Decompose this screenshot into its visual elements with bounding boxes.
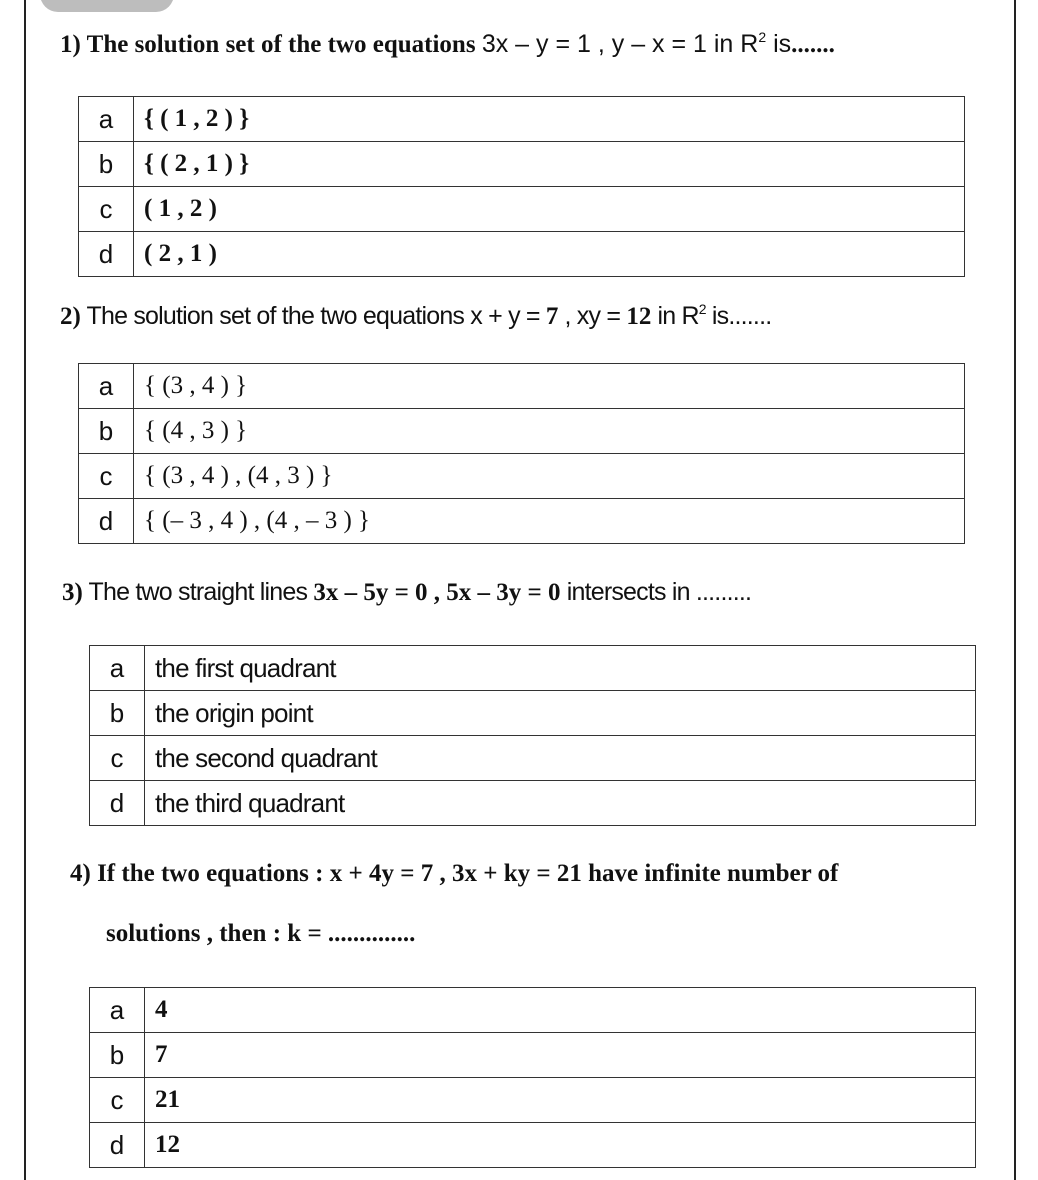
- option-row[interactable]: [79, 499, 965, 544]
- option-value: { (– 3 , 4 ) , (4 , – 3 ) }: [134, 499, 965, 544]
- superscript: 2: [758, 29, 767, 45]
- option-letter: c: [90, 1078, 145, 1123]
- question-number: 3): [62, 579, 83, 606]
- question-equations: 3x – 5y = 0 , 5x – 3y = 0: [313, 579, 561, 606]
- option-value: 12: [145, 1123, 976, 1168]
- question-number: 1): [60, 31, 81, 58]
- question-text-end: is: [705, 302, 729, 330]
- option-row[interactable]: [90, 736, 976, 781]
- option-letter: d: [90, 781, 145, 826]
- option-row[interactable]: [90, 691, 976, 736]
- question-4: [70, 860, 838, 888]
- option-value: the second quadrant: [145, 736, 976, 781]
- question-text: The solution set of the two equations x + y =: [86, 302, 540, 330]
- answer-blank: .......: [728, 302, 772, 330]
- option-value: ( 2 , 1 ): [134, 232, 965, 277]
- option-row[interactable]: [79, 409, 965, 454]
- value-12: 12: [626, 303, 652, 330]
- question-1: [60, 30, 835, 59]
- page-border-left: [24, 0, 26, 1180]
- page-border-right: [1014, 0, 1016, 1180]
- question-text-r: in R: [651, 302, 699, 330]
- header-tab-decoration: [40, 0, 174, 12]
- answer-blank: .........: [695, 578, 752, 606]
- options-table-4: [89, 987, 976, 1168]
- question-text-end: is: [766, 30, 792, 58]
- question-text: The solution set of the two equations: [86, 31, 476, 58]
- option-value: { (3 , 4 ) , (4 , 3 ) }: [134, 454, 965, 499]
- option-letter: a: [79, 97, 134, 142]
- option-value: { (3 , 4 ) }: [134, 364, 965, 409]
- option-row[interactable]: [90, 1033, 976, 1078]
- question-4-line2: [106, 920, 415, 948]
- option-letter: d: [79, 232, 134, 277]
- question-text-end: intersects in: [560, 578, 690, 606]
- option-row[interactable]: [90, 1078, 976, 1123]
- option-letter: c: [79, 454, 134, 499]
- value-7: 7: [545, 303, 559, 330]
- option-value: 4: [145, 988, 976, 1033]
- option-value: { ( 1 , 2 ) }: [134, 97, 965, 142]
- option-letter: c: [79, 187, 134, 232]
- question-3: [62, 578, 751, 607]
- option-value: { (4 , 3 ) }: [134, 409, 965, 454]
- question-text-line1: If the two equations : x + 4y = 7 , 3x + ky = 21 have infinite number of: [97, 860, 839, 887]
- option-row[interactable]: [90, 646, 976, 691]
- answer-blank: .......: [791, 31, 835, 58]
- option-letter: a: [79, 364, 134, 409]
- option-letter: b: [79, 142, 134, 187]
- question-text-mid: , xy =: [558, 302, 621, 330]
- question-number: 2): [60, 303, 81, 330]
- option-value: { ( 2 , 1 ) }: [134, 142, 965, 187]
- question-text: The two straight lines: [88, 578, 308, 606]
- option-letter: c: [90, 736, 145, 781]
- option-row[interactable]: [79, 97, 965, 142]
- option-value: the first quadrant: [145, 646, 976, 691]
- option-letter: d: [90, 1123, 145, 1168]
- options-table-2: [78, 363, 965, 544]
- option-row[interactable]: [79, 232, 965, 277]
- option-row[interactable]: [79, 454, 965, 499]
- option-row[interactable]: [90, 1123, 976, 1168]
- superscript: 2: [698, 301, 706, 317]
- option-letter: a: [90, 646, 145, 691]
- option-value: ( 1 , 2 ): [134, 187, 965, 232]
- question-equations: 3x – y = 1 , y – x = 1 in R: [481, 30, 759, 58]
- question-2: [60, 302, 771, 331]
- option-letter: b: [90, 691, 145, 736]
- option-row[interactable]: [79, 364, 965, 409]
- option-row[interactable]: [79, 142, 965, 187]
- option-row[interactable]: [79, 187, 965, 232]
- options-table-3: [89, 645, 976, 826]
- option-row[interactable]: [90, 781, 976, 826]
- question-text-line2: solutions , then : k = ..............: [106, 920, 416, 947]
- option-letter: a: [90, 988, 145, 1033]
- option-value: 21: [145, 1078, 976, 1123]
- question-number: 4): [70, 860, 91, 887]
- option-row[interactable]: [90, 988, 976, 1033]
- option-value: the origin point: [145, 691, 976, 736]
- option-value: 7: [145, 1033, 976, 1078]
- option-letter: b: [79, 409, 134, 454]
- option-letter: b: [90, 1033, 145, 1078]
- options-table-1: [78, 96, 965, 277]
- option-letter: d: [79, 499, 134, 544]
- option-value: the third quadrant: [145, 781, 976, 826]
